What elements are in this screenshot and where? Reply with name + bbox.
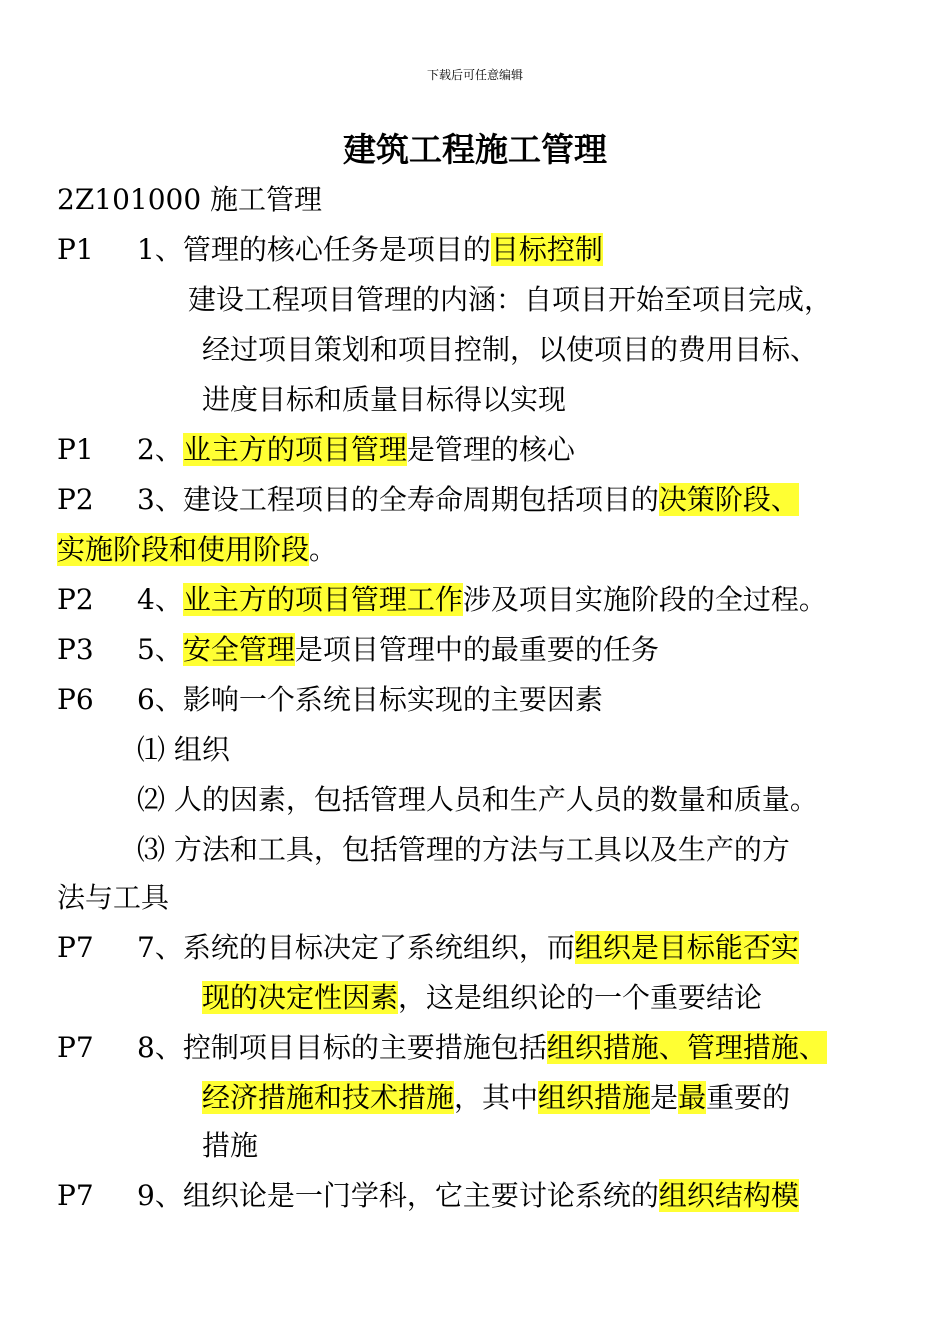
item-text: 7、系统的目标决定了系统组织，而 xyxy=(137,931,575,964)
sub-item: ⑶ 方法和工具，包括管理的方法与工具以及生产的方 xyxy=(137,833,790,866)
item-continuation xyxy=(202,978,762,1018)
item-text: 5、 xyxy=(137,633,183,666)
list-item: 6、影响一个系统目标实现的主要因素 xyxy=(137,683,603,716)
list-item xyxy=(137,928,799,968)
page-ref: P6 xyxy=(57,683,94,716)
page-ref: P7 xyxy=(57,1179,94,1212)
item-text: 。 xyxy=(309,533,338,566)
highlight: 目标控制 xyxy=(490,233,603,266)
highlight: 组织措施 xyxy=(538,1081,651,1114)
item-continuation xyxy=(202,1078,790,1118)
item-text: 1、管理的核心任务是项目的 xyxy=(137,233,491,266)
item-continuation: 建设工程项目管理的内涵：自项目开始至项目完成， xyxy=(188,283,833,316)
item-continuation: 法与工具 xyxy=(57,881,170,914)
item-text: ，这是组织论的一个重要结论 xyxy=(398,981,763,1014)
item-text: 是管理的核心 xyxy=(406,433,575,466)
item-text: 3、建设工程项目的全寿命周期包括项目的 xyxy=(137,483,659,516)
highlight: 实施阶段和使用阶段 xyxy=(57,533,310,566)
highlight: 业主方的项目管理工作 xyxy=(182,583,463,616)
list-item xyxy=(137,480,799,520)
item-text: 涉及项目实施阶段的全过程。 xyxy=(462,583,827,616)
page-ref: P7 xyxy=(57,1031,94,1064)
page-title: 建筑工程施工管理 xyxy=(343,130,607,169)
section-heading: 2Z101000 施工管理 xyxy=(57,183,323,216)
highlight: 安全管理 xyxy=(182,633,295,666)
item-text: 是 xyxy=(650,1081,679,1114)
item-text: 9、组织论是一门学科，它主要讨论系统的 xyxy=(137,1179,659,1212)
highlight: 组织措施、管理措施、 xyxy=(546,1031,827,1064)
list-item xyxy=(137,580,827,620)
page-ref: P7 xyxy=(57,931,94,964)
highlight: 组织是目标能否实 xyxy=(574,931,799,964)
item-text: 4、 xyxy=(137,583,183,616)
highlight: 经济措施和技术措施 xyxy=(202,1081,455,1114)
page-ref: P2 xyxy=(57,583,94,616)
highlight: 业主方的项目管理 xyxy=(182,433,407,466)
header-note: 下载后可任意编辑 xyxy=(426,68,523,82)
list-item xyxy=(137,230,603,270)
highlight: 现的决定性因素 xyxy=(202,981,399,1014)
page-ref: P1 xyxy=(57,433,94,466)
list-item xyxy=(137,430,575,470)
item-text: ，其中 xyxy=(454,1081,539,1114)
highlight: 组织结构模 xyxy=(658,1179,799,1212)
page-ref: P1 xyxy=(57,233,94,266)
page-ref: P2 xyxy=(57,483,94,516)
item-continuation: 进度目标和质量目标得以实现 xyxy=(202,383,567,416)
item-continuation: 经过项目策划和项目控制，以使项目的费用目标、 xyxy=(202,333,819,366)
page-ref: P3 xyxy=(57,633,94,666)
item-continuation: 措施 xyxy=(202,1129,259,1162)
item-text: 重要的 xyxy=(706,1081,791,1114)
item-text: 8、控制项目目标的主要措施包括 xyxy=(137,1031,547,1064)
sub-item: ⑵ 人的因素，包括管理人员和生产人员的数量和质量。 xyxy=(137,783,818,816)
item-text: 2、 xyxy=(137,433,183,466)
item-continuation xyxy=(57,530,337,570)
highlight: 决策阶段、 xyxy=(658,483,799,516)
list-item xyxy=(137,1028,827,1068)
highlight: 最 xyxy=(678,1081,707,1114)
list-item xyxy=(137,630,659,670)
list-item xyxy=(137,1176,799,1216)
sub-item: ⑴ 组织 xyxy=(137,733,230,766)
item-text: 是项目管理中的最重要的任务 xyxy=(294,633,659,666)
